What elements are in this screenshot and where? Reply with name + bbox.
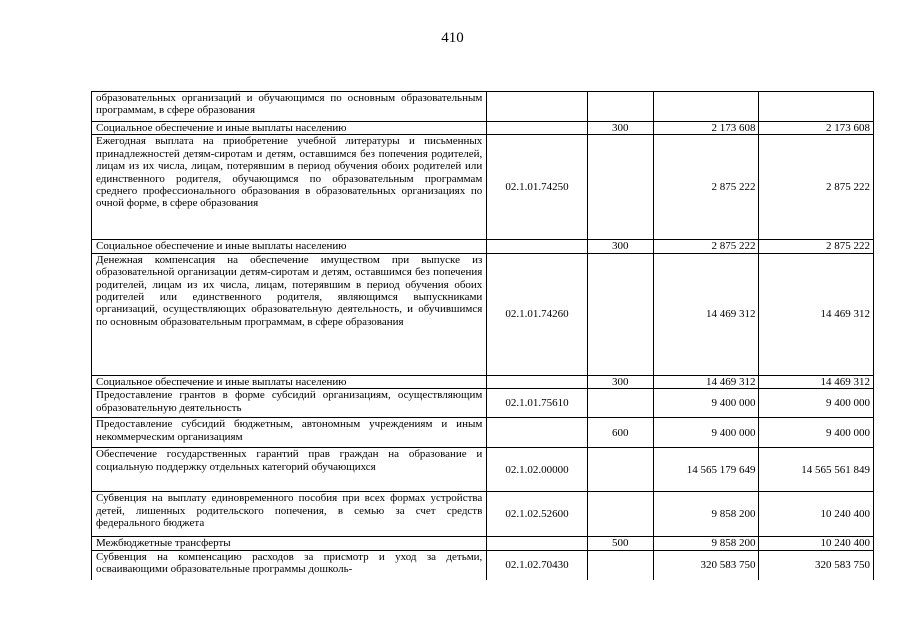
- row-expense-type: [587, 389, 653, 418]
- table-row: [92, 122, 874, 135]
- row-expense-type: [587, 492, 653, 537]
- page-number: 410: [441, 30, 464, 46]
- row-expense-type: 300: [587, 240, 653, 253]
- table-row: [92, 389, 874, 418]
- row-sum-year1: 9 400 000: [653, 418, 759, 448]
- row-sum-year2: 320 583 750: [759, 550, 874, 580]
- row-expense-type: [587, 448, 653, 492]
- row-sum-year2: 2 875 222: [759, 135, 874, 240]
- row-name: Предоставление субсидий бюджетным, автономным учреждениям и иным некоммерческим организациям: [92, 418, 487, 448]
- row-expense-type: [587, 135, 653, 240]
- row-expense-type: 300: [587, 122, 653, 135]
- table-row: [92, 240, 874, 253]
- row-sum-year2: 2 173 608: [759, 122, 874, 135]
- row-sum-year2: [759, 92, 874, 122]
- row-code: 02.1.01.74250: [487, 135, 587, 240]
- row-code: 02.1.02.00000: [487, 448, 587, 492]
- row-sum-year1: 9 858 200: [653, 492, 759, 537]
- row-sum-year2: 9 400 000: [759, 418, 874, 448]
- table-row: [92, 375, 874, 388]
- row-sum-year1: 14 565 179 649: [653, 448, 759, 492]
- table-row: [92, 448, 874, 492]
- row-code: [487, 537, 587, 550]
- row-name: Предоставление грантов в форме субсидий организациям, осуществляющим образовательную деятельность: [92, 389, 487, 418]
- row-code: [487, 375, 587, 388]
- row-code: 02.1.01.75610: [487, 389, 587, 418]
- row-sum-year2: 10 240 400: [759, 537, 874, 550]
- row-expense-type: [587, 253, 653, 375]
- row-expense-type: [587, 550, 653, 580]
- row-sum-year1: 320 583 750: [653, 550, 759, 580]
- row-name: Денежная компенсация на обеспечение имуществом при выпуске из образовательной организации детям-сиротам и детям, оставшимся без попечения родителей, лицам из их числа, лицам, потерявшим в период обучения обоих родителей или единственного родителя, являющимся выпускниками организаций, осуществляющих образовательную деятельность, и обучившимся по основным образовательным программам, в сфере образования: [92, 253, 487, 375]
- row-name: Социальное обеспечение и иные выплаты населению: [92, 122, 487, 135]
- row-name: Социальное обеспечение и иные выплаты населению: [92, 375, 487, 388]
- table-row: [92, 537, 874, 550]
- table-row: [92, 418, 874, 448]
- table-row: [92, 550, 874, 580]
- row-sum-year1: 14 469 312: [653, 253, 759, 375]
- row-sum-year1: 2 875 222: [653, 135, 759, 240]
- row-code: [487, 122, 587, 135]
- table-row: [92, 135, 874, 240]
- row-name: Ежегодная выплата на приобретение учебной литературы и письменных принадлежностей детям-сиротам и детям, оставшимся без попечения родителей, лицам из их числа, лицам, потерявшим в период обучения обоих родителей или единственного родителя, обучающимся по образовательным программам среднего профессионального образования в образовательных организациях по очной форме, в сфере образования: [92, 135, 487, 240]
- row-name: Обеспечение государственных гарантий прав граждан на образование и социальную поддержку отдельных категорий обучающихся: [92, 448, 487, 492]
- row-sum-year1: 9 858 200: [653, 537, 759, 550]
- table-row: [92, 492, 874, 537]
- row-name: Социальное обеспечение и иные выплаты населению: [92, 240, 487, 253]
- row-sum-year2: 10 240 400: [759, 492, 874, 537]
- row-sum-year2: 14 469 312: [759, 375, 874, 388]
- row-expense-type: 500: [587, 537, 653, 550]
- row-name: Субвенция на выплату единовременного пособия при всех формах устройства детей, лишенных родительского попечения, в семью за счет средств федерального бюджета: [92, 492, 487, 537]
- row-code: [487, 240, 587, 253]
- row-expense-type: [587, 92, 653, 122]
- row-code: [487, 418, 587, 448]
- row-sum-year1: 9 400 000: [653, 389, 759, 418]
- row-code: 02.1.01.74260: [487, 253, 587, 375]
- budget-table: [91, 91, 874, 580]
- row-expense-type: 300: [587, 375, 653, 388]
- row-expense-type: 600: [587, 418, 653, 448]
- row-name: образовательных организаций и обучающимся по основным образовательным программам, в сфере образования: [92, 92, 487, 122]
- row-sum-year2: 14 565 561 849: [759, 448, 874, 492]
- row-sum-year2: 2 875 222: [759, 240, 874, 253]
- table-row: [92, 92, 874, 122]
- row-sum-year2: 9 400 000: [759, 389, 874, 418]
- row-code: [487, 92, 587, 122]
- row-code: 02.1.02.70430: [487, 550, 587, 580]
- row-sum-year1: 2 173 608: [653, 122, 759, 135]
- row-code: 02.1.02.52600: [487, 492, 587, 537]
- table-row: [92, 253, 874, 375]
- row-name: Субвенция на компенсацию расходов за присмотр и уход за детьми, осваивающими образовательные программы дошколь-: [92, 550, 487, 580]
- row-sum-year1: 2 875 222: [653, 240, 759, 253]
- row-sum-year2: 14 469 312: [759, 253, 874, 375]
- row-sum-year1: 14 469 312: [653, 375, 759, 388]
- row-sum-year1: [653, 92, 759, 122]
- row-name: Межбюджетные трансферты: [92, 537, 487, 550]
